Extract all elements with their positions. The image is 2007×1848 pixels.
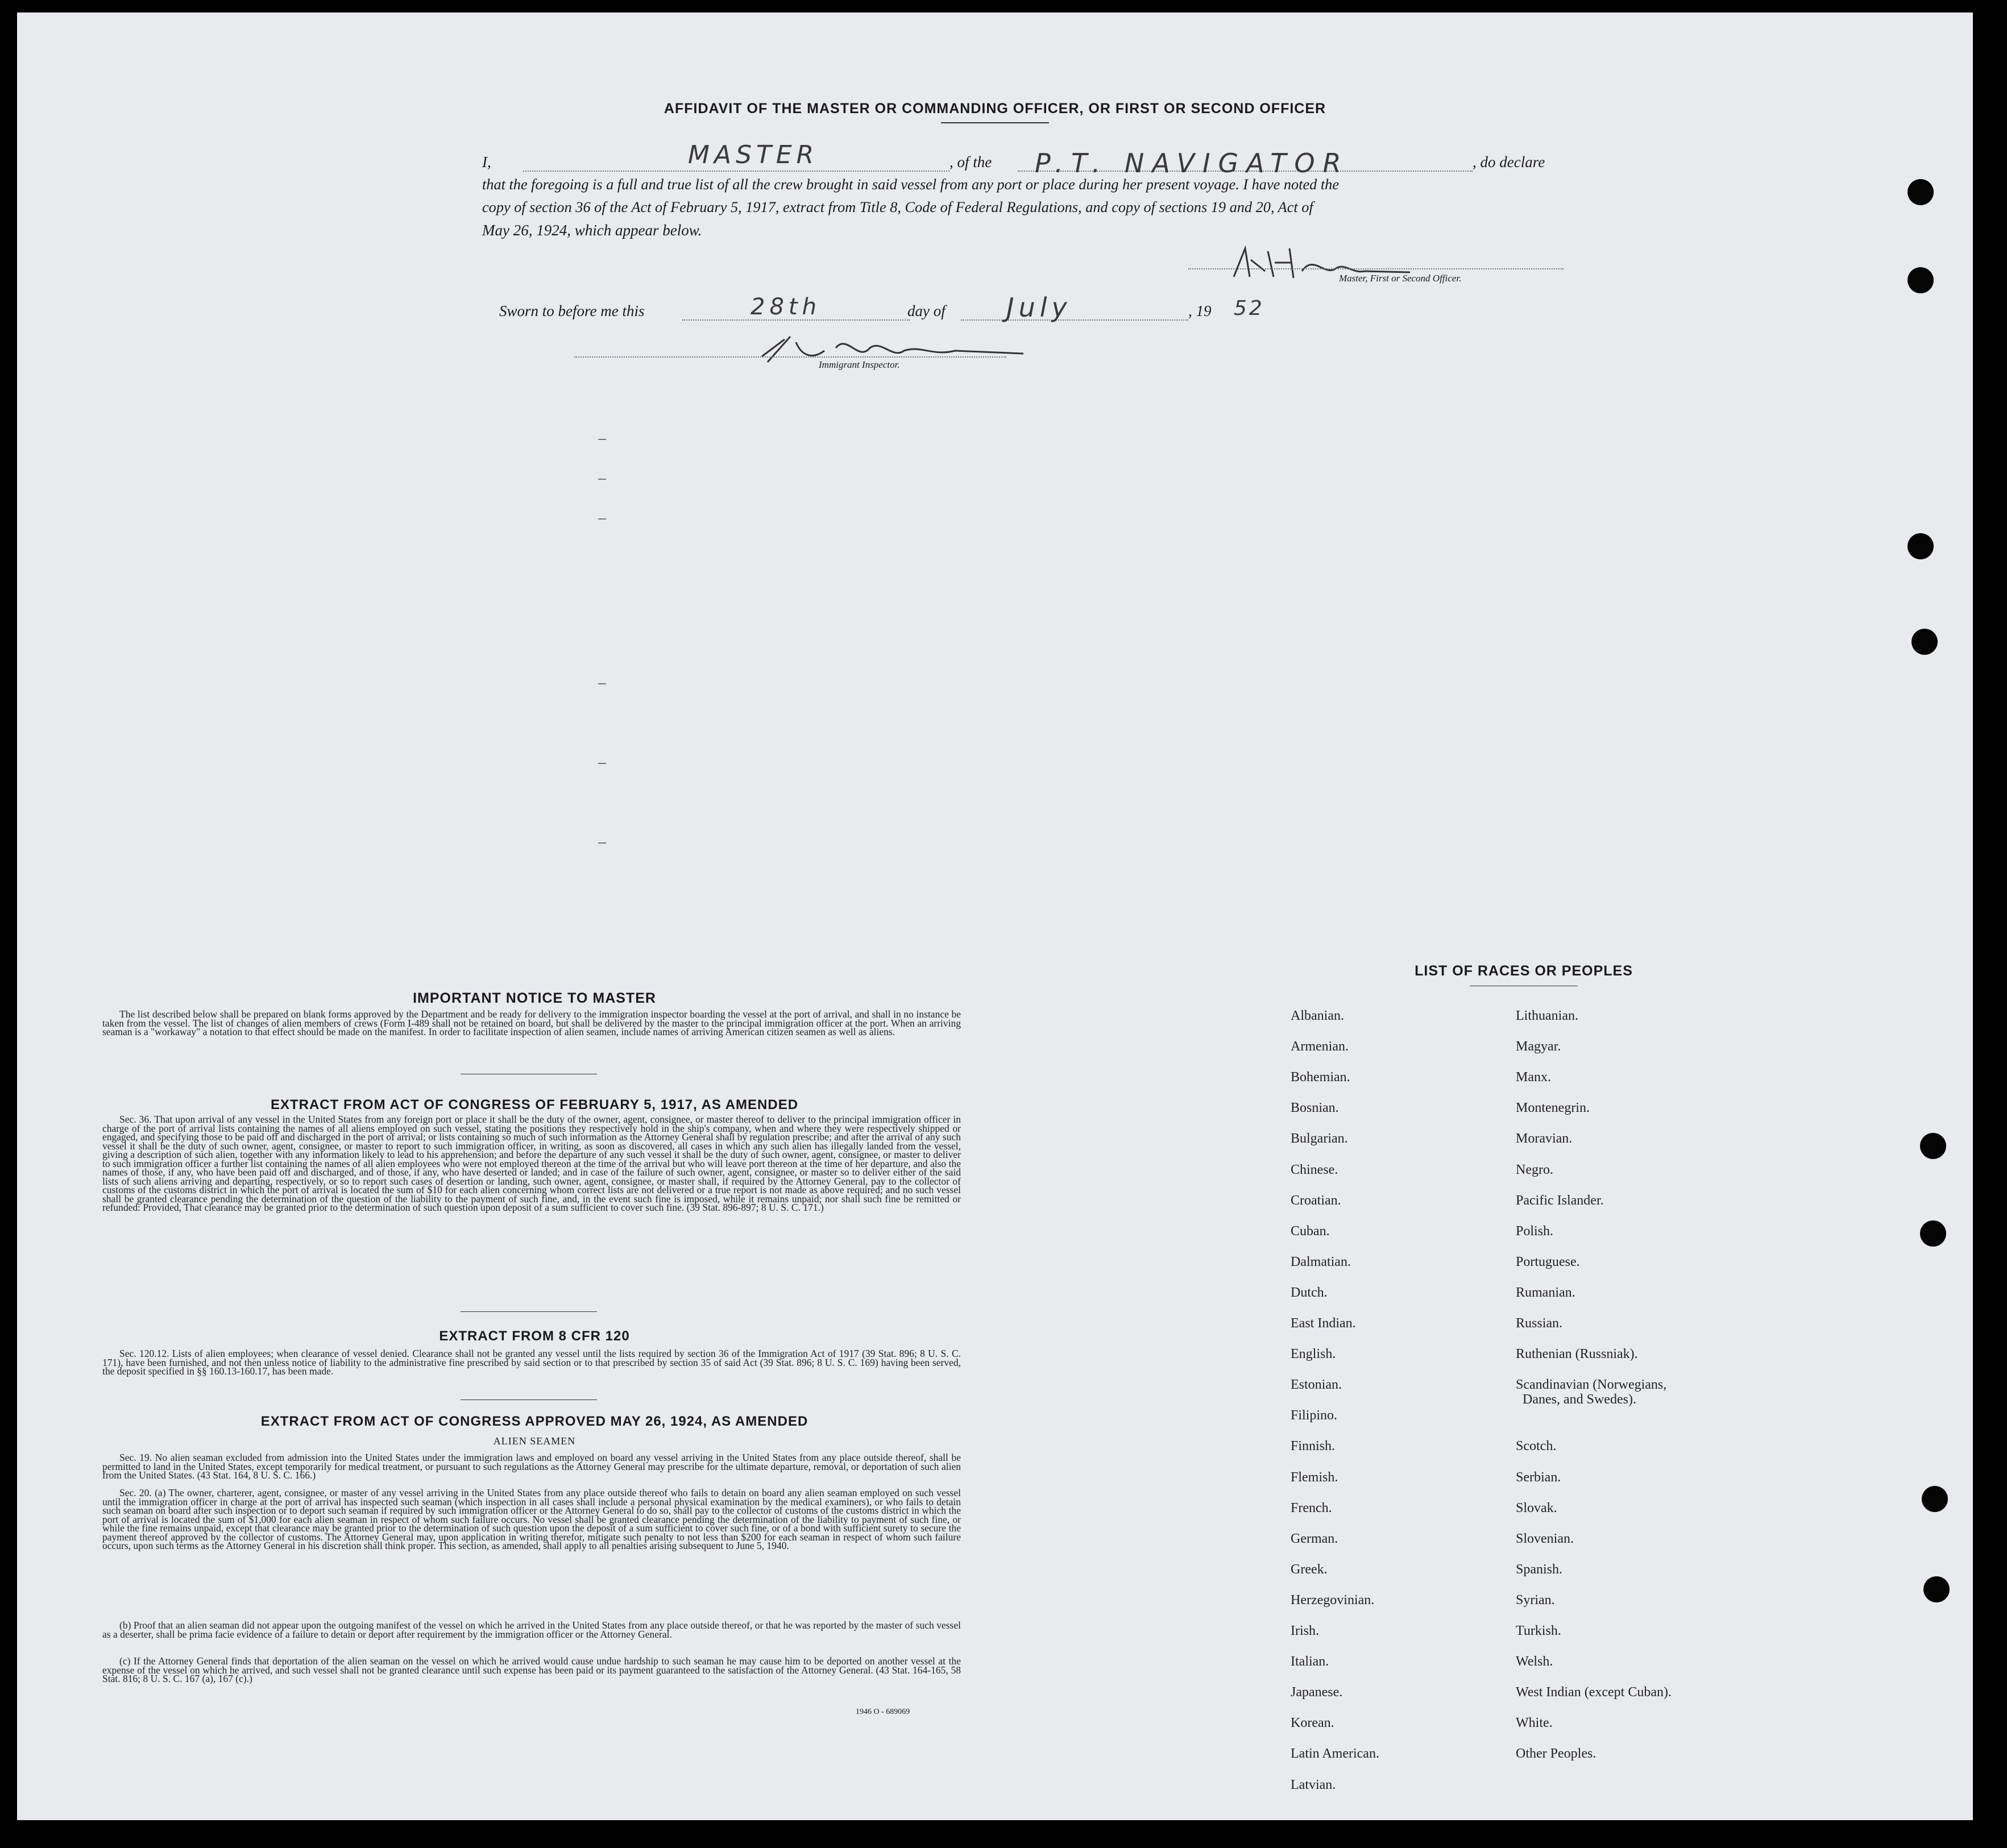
race-item: White.	[1516, 1716, 1553, 1731]
extract-1924-title: EXTRACT FROM ACT OF CONGRESS APPROVED MAY 26, 1924, AS AMENDED	[260, 1414, 808, 1429]
extract-cfr-text: Sec. 120.12. Lists of alien employees; when clearance of vessel denied. Clearance shall not be granted any vessel until the lists required by section 36 of the Immigration Act of 1917 (39 Stat. 896; 8 U. S. C. 171), have been furnished, and not then unless notice of liability to the administrative fine prescribed by said section or to that prescribed by section 35 of said Act (39 Stat. 896; 8 U. S. C. 169) having been served, the deposit specified in §§ 160.13-160.17, has been made.	[102, 1348, 961, 1377]
officer-title-field	[523, 171, 949, 172]
faint-mark	[598, 763, 606, 764]
race-item: Ruthenian (Russniak).	[1516, 1347, 1638, 1362]
year-prefix: , 19	[1188, 302, 1212, 319]
race-item: Scotch.	[1516, 1439, 1557, 1454]
race-item: Finnish.	[1291, 1439, 1336, 1454]
binder-hole	[1922, 1486, 1948, 1512]
decl-do-declare: , do declare	[1473, 153, 1545, 171]
race-item: Armenian.	[1291, 1039, 1349, 1054]
inspector-line	[574, 356, 1006, 358]
extract-1917-rule	[461, 1311, 597, 1312]
binder-hole	[1920, 1220, 1946, 1247]
race-item: Cuban.	[1291, 1223, 1330, 1239]
notice-text: The list described below shall be prepared on blank forms approved by the Department and be ready for delivery to the immigration inspector boarding the vessel at the port of arrival, and shall in no instance be taken from the vessel. The list of changes of alien members of crews (Form I-489 shall not be retained on board, but shall be delivered by the master to the principal immigration officer at the port. When an arriving seaman is a "workaway" a notation to that effect should be made on the manifest. In order to facilitate inspection of alien seamen, include names of arriving American citizen seamen as well as aliens.	[102, 1008, 961, 1037]
extract-1924-subtitle: ALIEN SEAMEN	[493, 1435, 576, 1447]
extract-1917-title: EXTRACT FROM ACT OF CONGRESS OF FEBRUARY 5, 1917, AS AMENDED	[270, 1097, 799, 1112]
declaration-line-2: that the foregoing is a full and true list of all the crew brought in said vessel from any port or place during her present voyage. I have noted the	[482, 176, 1339, 193]
binder-hole	[1908, 179, 1934, 205]
extract-1924-sec20b: (b) Proof that an alien seaman did not appear upon the outgoing manifest of the vessel on which he arrived in the United States from any place outside thereof, or that he was reported by the master of such vessel as a deserter, shall be prima facie evidence of a failure to detain or deport after requirement by the immigration officer or the Attorney General.	[102, 1619, 961, 1640]
race-item: Herzegovinian.	[1291, 1592, 1375, 1608]
handwritten-officer-title: MASTER	[688, 140, 819, 169]
declaration-line-3: copy of section 36 of the Act of February 5, 1917, extract from Title 8, Code of Federal Regulations, and copy of sections 19 and 20, Act of	[482, 199, 1313, 215]
race-item: Estonian.	[1291, 1377, 1342, 1393]
declaration-line-4: May 26, 1924, which appear below.	[482, 222, 702, 239]
race-item: Albanian.	[1291, 1008, 1344, 1023]
binder-hole	[1908, 533, 1934, 559]
inspector-label: Immigrant Inspector.	[819, 359, 900, 370]
decl-i: I,	[482, 153, 491, 171]
race-item: French.	[1291, 1500, 1332, 1515]
race-item: Negro.	[1516, 1162, 1553, 1177]
race-item: Turkish.	[1516, 1623, 1561, 1638]
race-item: Dutch.	[1291, 1285, 1328, 1300]
race-item: Greek.	[1291, 1562, 1328, 1577]
binder-hole	[1911, 629, 1938, 655]
month-field	[961, 319, 1188, 321]
race-item: Magyar.	[1516, 1039, 1561, 1054]
binder-hole	[1920, 1133, 1946, 1159]
handwritten-month: July	[1006, 292, 1072, 323]
race-item: Korean.	[1291, 1716, 1334, 1731]
race-item: East Indian.	[1291, 1316, 1356, 1331]
sworn-label: Sworn to before me this	[499, 302, 645, 319]
faint-mark	[598, 439, 606, 440]
race-item: Dalmatian.	[1291, 1254, 1351, 1269]
race-item: Serbian.	[1516, 1469, 1561, 1485]
race-item: West Indian (except Cuban).	[1516, 1685, 1672, 1700]
race-item: Syrian.	[1516, 1592, 1555, 1608]
faint-mark	[598, 842, 606, 844]
race-item: Portuguese.	[1516, 1254, 1580, 1269]
day-of-label: day of	[907, 302, 946, 319]
race-item: Slovak.	[1516, 1500, 1557, 1515]
race-item: Scandinavian (Norwegians, Danes, and Swedes).	[1516, 1377, 1667, 1407]
race-item: Moravian.	[1516, 1131, 1573, 1147]
binder-hole	[1923, 1576, 1950, 1602]
race-item: Polish.	[1516, 1223, 1554, 1239]
signature-line	[1188, 268, 1564, 269]
race-item: Croatian.	[1291, 1193, 1341, 1208]
handwritten-year: 52	[1234, 297, 1264, 320]
race-item: Pacific Islander.	[1516, 1193, 1604, 1208]
race-item: Manx.	[1516, 1070, 1551, 1085]
extract-1924-sec20c: (c) If the Attorney General finds that deportation of the alien seaman on the vessel on which he arrived would cause undue hardship to such seaman he may cause him to be deported on another vessel at the expense of the vessel on which he arrived, and such vessel shall not be granted clearance until such expense has been paid or its payment guaranteed to the satisfaction of the Attorney General. (43 Stat. 164-165, 58 Stat. 816; 8 U. S. C. 167 (a), 167 (c).)	[102, 1655, 961, 1684]
race-item: Filipino.	[1291, 1408, 1338, 1423]
decl-of-the: , of the	[949, 153, 992, 171]
binder-hole	[1908, 267, 1934, 293]
race-item: Other Peoples.	[1516, 1746, 1597, 1762]
race-item: Rumanian.	[1516, 1285, 1575, 1300]
race-item: Chinese.	[1291, 1162, 1338, 1177]
extract-1924-sec19: Sec. 19. No alien seaman excluded from admission into the United States under the immigration laws and employed on board any vessel arriving in the United States from any place outside thereof, shall be permitted to land in the United States, except temporarily for medical treatment, or pursuant to such regulations as the Attorney General may prescribe for the ultimate departure, removal, or deportation of such alien from the United States. (43 Stat. 164, 8 U. S. C. 166.)	[102, 1452, 961, 1481]
race-item: Japanese.	[1291, 1685, 1343, 1700]
handwritten-day: 28th	[750, 294, 821, 320]
faint-mark	[598, 683, 606, 684]
race-item: Latin American.	[1291, 1746, 1379, 1762]
title-rule	[941, 122, 1049, 123]
print-code: 1946 O - 689069	[856, 1708, 910, 1716]
race-item: Welsh.	[1516, 1654, 1553, 1670]
race-item: Flemish.	[1291, 1469, 1338, 1485]
faint-mark	[598, 479, 606, 480]
notice-title: IMPORTANT NOTICE TO MASTER	[413, 990, 656, 1006]
race-item: Bosnian.	[1291, 1101, 1339, 1116]
race-item: Bohemian.	[1291, 1070, 1350, 1085]
extract-1917-text: Sec. 36. That upon arrival of any vessel in the United States from any foreign port or place it shall be the duty of the owner, agent, consignee, or master thereof to deliver to the principal immigration officer in charge of the port of arrival lists containing the names of all aliens employed on such vessel, stating the positions they respectively hold in the ship's company, when and where they were respectively shipped or engaged, and specifying those to be paid off and discharged in the port of arrival; or lists containing so much of such information as the Attorney General shall by regulation prescribe; and after the arrival of any such vessel it shall be the duty of such owner, agent, consignee, or master to report to such immigration officer, in writing, as soon as discovered, all cases in which any such alien has illegally landed from the vessel, giving a description of such alien, together with any information likely to lead to his apprehension; and before the departure of any such vessel it shall be the duty of such owner, agent, consignee, or master to deliver to such immigration officer a further list containing the names of all alien employees who were not employed thereon at the time of the arrival but who will leave port thereon at the time of her departure, and also the names of those, if any, who have been paid off and discharged, and of those, if any, who have deserted or landed; and in case of the failure of such owner, agent, consignee, or master so to deliver either of the said lists of such aliens arriving and departing, respectively, or so to report such cases of desertion or landing, such owner, agent, consignee, or master shall, if required by the Attorney General, pay to the collector of customs of the customs district in which the port of arrival is located the sum of $10 for each alien concerning whom correct lists are not delivered or a true report is not made as above required; and no such vessel shall be granted clearance pending the determination of the question of the liability to the payment of such fine, and, in the event such fine is imposed, while it remains unpaid; nor shall such fine be remitted or refunded: Provided, That clearance may be granted prior to the determination of such question upon deposit of a sum sufficient to cover such fine. (39 Stat. 896-897; 8 U. S. C. 171.)	[102, 1114, 961, 1213]
race-item: Bulgarian.	[1291, 1131, 1348, 1147]
race-item: Lithuanian.	[1516, 1008, 1578, 1023]
form-page	[17, 13, 1973, 1820]
race-item: Irish.	[1291, 1623, 1319, 1638]
race-item: Italian.	[1291, 1654, 1329, 1670]
signer-label: Master, First or Second Officer.	[1339, 273, 1462, 284]
handwritten-vessel-name: P.T. NAVIGATOR	[1035, 148, 1349, 178]
race-item: Slovenian.	[1516, 1531, 1574, 1546]
faint-mark	[598, 518, 606, 520]
race-item: Russian.	[1516, 1316, 1563, 1331]
race-item: Montenegrin.	[1516, 1101, 1590, 1116]
race-item: German.	[1291, 1531, 1338, 1546]
race-item: Spanish.	[1516, 1562, 1563, 1577]
races-title: LIST OF RACES OR PEOPLES	[1415, 963, 1633, 979]
extract-1924-sec20a: Sec. 20. (a) The owner, charterer, agent, consignee, or master of any vessel arriving in the United States from any place outside thereof who fails to detain on board any alien seaman employed on such vessel until the immigration officer in charge at the port of arrival has inspected such seaman (which inspection in all cases shall include a personal physical examination by the medical examiners), or who fails to detain such seaman on board after such inspection or to deport such seaman if required by such immigration officer or the Attorney General to do so, shall pay to the collector of customs of the customs district in which the port of arrival is located the sum of $1,000 for each alien seaman in respect of whom such failure occurs. No vessel shall be granted clearance pending the determination of the liability to payment of such fine, or while the fine remains unpaid, except that clearance may be granted prior to the determination of such question upon the deposit of a sum sufficient to cover such fine, or of a bond with sufficient surety to secure the payment thereof approved by the collector of customs. The Attorney General may, upon application in writing therefor, mitigate such penalty to not less than $200 for each seaman in respect of whom such failure occurs, upon such terms as the Attorney General in his discretion shall think proper. This section, as amended, shall apply to all penalties arising subsequent to June 5, 1940.	[102, 1487, 961, 1551]
race-item: English.	[1291, 1347, 1336, 1362]
race-item: Latvian.	[1291, 1777, 1336, 1792]
affidavit-title: AFFIDAVIT OF THE MASTER OR COMMANDING OFFICER, OR FIRST OR SECOND OFFICER	[664, 101, 1326, 117]
extract-cfr-title: EXTRACT FROM 8 CFR 120	[439, 1328, 630, 1344]
